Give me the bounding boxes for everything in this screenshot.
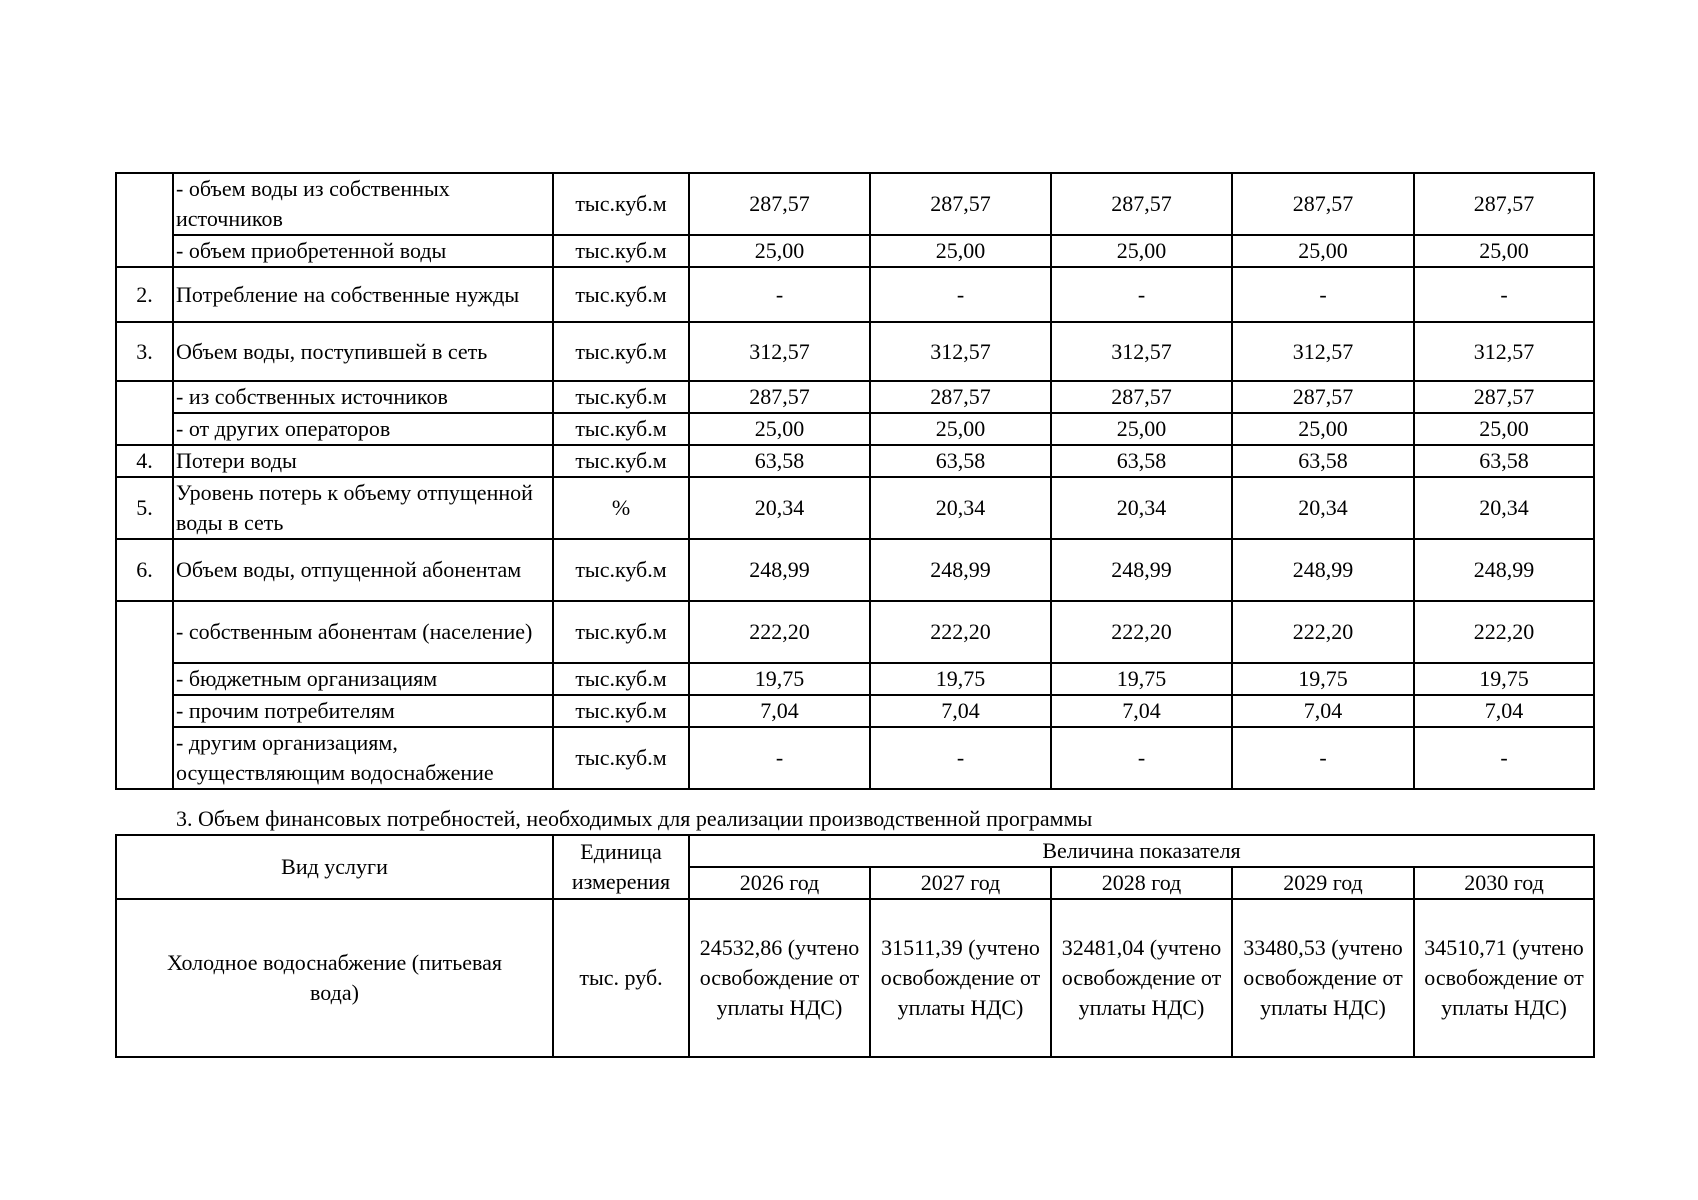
value-cell: 63,58 [689,445,870,477]
table-row [116,267,1594,322]
unit-cell: тыс.куб.м [553,663,689,695]
finance-value: 31511,39 (учтено освобождение от уплаты НДС) [870,899,1051,1057]
value-cell: 222,20 [1414,601,1594,663]
table-row [116,413,1594,445]
value-cell: 20,34 [689,477,870,539]
row-number [116,173,173,267]
header-service: Вид услуги [116,835,553,899]
table-row [116,477,1594,539]
value-cell: 19,75 [1232,663,1414,695]
value-cell: - [1414,727,1594,789]
table-row [116,445,1594,477]
table-row [116,663,1594,695]
value-cell: - [870,267,1051,322]
unit-cell: тыс.куб.м [553,322,689,381]
value-cell: 287,57 [1051,173,1232,235]
value-cell: 25,00 [1232,413,1414,445]
unit-cell: % [553,477,689,539]
service-unit: тыс. руб. [553,899,689,1057]
unit-cell: тыс.куб.м [553,381,689,413]
unit-cell: тыс.куб.м [553,539,689,601]
value-cell: 20,34 [1051,477,1232,539]
table-row [116,695,1594,727]
indicator-name: - объем воды из собственных источников [173,173,553,235]
unit-cell: тыс.куб.м [553,173,689,235]
value-cell: 7,04 [689,695,870,727]
indicator-name: Потери воды [173,445,553,477]
value-cell: 312,57 [1232,322,1414,381]
table-row [116,601,1594,663]
row-number: 3. [116,322,173,381]
value-cell: 312,57 [870,322,1051,381]
indicator-name: - объем приобретенной воды [173,235,553,267]
header-unit: Единица измерения [553,835,689,899]
value-cell: 7,04 [1051,695,1232,727]
finance-value: 33480,53 (учтено освобождение от уплаты НДС) [1232,899,1414,1057]
value-cell: 7,04 [1414,695,1594,727]
value-cell: 287,57 [870,173,1051,235]
unit-cell: тыс.куб.м [553,601,689,663]
indicator-name: - прочим потребителям [173,695,553,727]
table-row [116,539,1594,601]
unit-cell: тыс.куб.м [553,727,689,789]
value-cell: 63,58 [1051,445,1232,477]
indicator-name: - собственным абонентам (население) [173,601,553,663]
indicator-name: - от других операторов [173,413,553,445]
unit-cell: тыс.куб.м [553,267,689,322]
value-cell: 25,00 [870,413,1051,445]
table-row [116,727,1594,789]
finance-value: 24532,86 (учтено освобождение от уплаты НДС) [689,899,870,1057]
indicator-name: - из собственных источников [173,381,553,413]
value-cell: 20,34 [1414,477,1594,539]
unit-cell: тыс.куб.м [553,445,689,477]
unit-cell: тыс.куб.м [553,695,689,727]
row-number: 5. [116,477,173,539]
value-cell: 25,00 [1051,413,1232,445]
value-cell: 287,57 [689,173,870,235]
header-year: 2029 год [1232,867,1414,899]
header-year: 2028 год [1051,867,1232,899]
row-number: 4. [116,445,173,477]
value-cell: 287,57 [1414,173,1594,235]
value-cell: 287,57 [1232,173,1414,235]
value-cell: - [1414,267,1594,322]
indicator-name: - бюджетным организациям [173,663,553,695]
table-row [116,381,1594,413]
value-cell: 248,99 [1232,539,1414,601]
value-cell: 7,04 [1232,695,1414,727]
production-program-table [115,172,1595,790]
value-cell: 25,00 [1232,235,1414,267]
finance-value: 34510,71 (учтено освобождение от уплаты НДС) [1414,899,1594,1057]
value-cell: 25,00 [1414,413,1594,445]
value-cell: 248,99 [1414,539,1594,601]
table-row [116,235,1594,267]
unit-cell: тыс.куб.м [553,413,689,445]
value-cell: 19,75 [1051,663,1232,695]
value-cell: 7,04 [870,695,1051,727]
value-cell: 20,34 [1232,477,1414,539]
value-cell: 25,00 [1051,235,1232,267]
value-cell: 63,58 [1414,445,1594,477]
value-cell: 312,57 [689,322,870,381]
value-cell: 63,58 [870,445,1051,477]
value-cell: 19,75 [689,663,870,695]
value-cell: - [689,267,870,322]
value-cell: 287,57 [1051,381,1232,413]
row-number [116,381,173,445]
indicator-name: Потребление на собственные нужды [173,267,553,322]
table-row [116,173,1594,235]
value-cell: - [1232,267,1414,322]
row-number [116,601,173,789]
service-name: Холодное водоснабжение (питьевая вода) [116,899,553,1057]
value-cell: - [1051,267,1232,322]
value-cell: 20,34 [870,477,1051,539]
value-cell: 19,75 [1414,663,1594,695]
value-cell: 287,57 [870,381,1051,413]
section-caption: 3. Объем финансовых потребностей, необходимых для реализации производственной программы [176,806,1093,831]
row-number: 2. [116,267,173,322]
row-number: 6. [116,539,173,601]
header-year: 2027 год [870,867,1051,899]
value-cell: - [689,727,870,789]
header-year: 2026 год [689,867,870,899]
value-cell: 222,20 [870,601,1051,663]
value-cell: 248,99 [689,539,870,601]
indicator-name: Объем воды, отпущенной абонентам [173,539,553,601]
table-row [116,322,1594,381]
value-cell: 63,58 [1232,445,1414,477]
value-cell: - [1051,727,1232,789]
value-cell: 312,57 [1051,322,1232,381]
value-cell: 25,00 [689,413,870,445]
value-cell: 25,00 [689,235,870,267]
value-cell: 19,75 [870,663,1051,695]
value-cell: - [870,727,1051,789]
finance-value: 32481,04 (учтено освобождение от уплаты НДС) [1051,899,1232,1057]
value-cell: 248,99 [870,539,1051,601]
value-cell: 25,00 [870,235,1051,267]
value-cell: 287,57 [689,381,870,413]
value-cell: 222,20 [1051,601,1232,663]
value-cell: 312,57 [1414,322,1594,381]
value-cell: 25,00 [1414,235,1594,267]
value-cell: - [1232,727,1414,789]
finance-needs-table [115,834,1595,1058]
value-cell: 222,20 [1232,601,1414,663]
value-cell: 222,20 [689,601,870,663]
unit-cell: тыс.куб.м [553,235,689,267]
indicator-name: Уровень потерь к объему отпущенной воды в сеть [173,477,553,539]
value-cell: 287,57 [1232,381,1414,413]
indicator-name: Объем воды, поступившей в сеть [173,322,553,381]
header-year: 2030 год [1414,867,1594,899]
header-value: Величина показателя [689,835,1594,867]
value-cell: 248,99 [1051,539,1232,601]
value-cell: 287,57 [1414,381,1594,413]
indicator-name: - другим организациям, осуществляющим водоснабжение [173,727,553,789]
